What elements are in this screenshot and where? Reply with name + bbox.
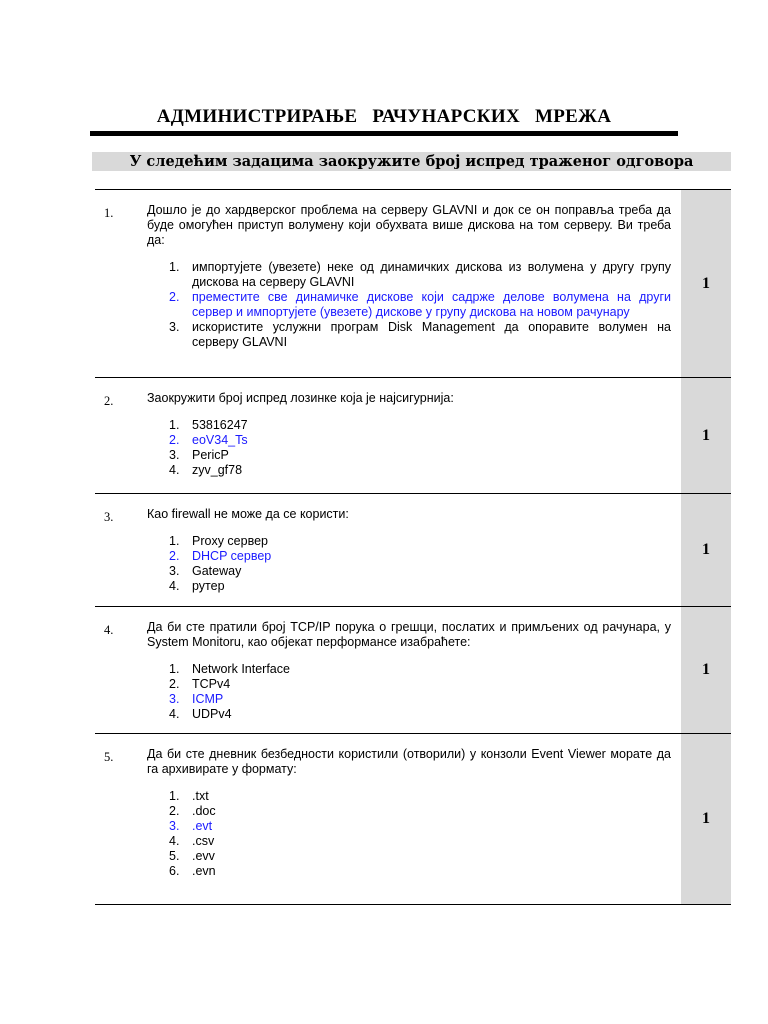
points-cell: 1 xyxy=(681,494,731,606)
points-cell: 1 xyxy=(681,607,731,733)
answer-option[interactable] xyxy=(147,418,671,433)
question-row xyxy=(95,189,731,377)
option-text: преместите све динамичке дискове који садрже делове волумена на други сервер и импортујете (увезете) дискове у групу дискова на новом рачунару xyxy=(192,290,671,319)
option-number: 2. xyxy=(169,433,180,447)
questions-table xyxy=(95,189,731,905)
option-number: 2. xyxy=(169,549,180,563)
instructions-banner: У следећим задацима заокружите број испред траженог одговора xyxy=(92,152,731,171)
option-text: DHCP сервер xyxy=(192,549,272,563)
question-text: Као firewall не може да се користи: xyxy=(147,507,349,521)
question-row xyxy=(95,493,731,606)
option-number: 2. xyxy=(169,677,180,691)
answer-option[interactable] xyxy=(147,834,671,849)
question-text: Дошло је до хардверског проблема на серверу GLAVNI и док се он поправља треба да буде омогућен приступ волумену који обухвата више дискова на том серверу. Ви треба да: xyxy=(147,203,671,247)
option-number: 3. xyxy=(169,692,180,706)
question-number: 5. xyxy=(104,750,114,764)
option-text: .doc xyxy=(192,804,216,818)
answer-option-correct[interactable] xyxy=(147,290,671,320)
answer-option[interactable] xyxy=(147,448,671,463)
option-number: 6. xyxy=(169,864,180,878)
option-text: .txt xyxy=(192,789,209,803)
option-text: TCPv4 xyxy=(192,677,231,691)
points-cell: 1 xyxy=(681,734,731,904)
question-number: 3. xyxy=(104,510,114,524)
option-text: Gateway xyxy=(192,564,242,578)
option-text: искористите услужни програм Disk Management да опоравите волумен на серверу GLAVNI xyxy=(192,320,671,349)
option-text: импортујете (увезете) неке од динамичких дискова из волумена у другу групу дискова на серверу GLAVNI xyxy=(192,260,671,289)
option-text: рутер xyxy=(192,579,225,593)
option-text: Proxy сервер xyxy=(192,534,268,548)
answer-option[interactable] xyxy=(147,789,671,804)
option-text: eoV34_Ts xyxy=(192,433,248,447)
answer-options xyxy=(147,418,671,478)
option-text: .evv xyxy=(192,849,215,863)
option-number: 2. xyxy=(169,804,180,818)
answer-option[interactable] xyxy=(147,463,671,478)
question-text: Да би сте пратили број TCP/IP порука о грешци, послатих и примљених од рачунара, у System Monitoru, као објекат перформансе изабраћете: xyxy=(147,620,671,649)
question-row xyxy=(95,606,731,733)
points-cell: 1 xyxy=(681,190,731,377)
answer-option[interactable] xyxy=(147,662,671,677)
option-number: 4. xyxy=(169,707,180,721)
answer-options xyxy=(147,662,671,722)
answer-options xyxy=(147,260,671,350)
question-row xyxy=(95,733,731,905)
question-number: 1. xyxy=(104,206,114,220)
title-underline xyxy=(90,131,678,136)
option-number: 5. xyxy=(169,849,180,863)
option-number: 1. xyxy=(169,789,180,803)
answer-option[interactable] xyxy=(147,260,671,290)
answer-option-correct[interactable] xyxy=(147,692,671,707)
option-number: 3. xyxy=(169,564,180,578)
option-number: 3. xyxy=(169,448,180,462)
option-text: .evn xyxy=(192,864,216,878)
answer-option[interactable] xyxy=(147,804,671,819)
option-number: 1. xyxy=(169,662,180,676)
option-number: 1. xyxy=(169,418,180,432)
answer-option[interactable] xyxy=(147,864,671,879)
answer-option-correct[interactable] xyxy=(147,819,671,834)
question-body xyxy=(147,747,671,879)
option-text: ICMP xyxy=(192,692,224,706)
question-row xyxy=(95,377,731,493)
answer-option[interactable] xyxy=(147,707,671,722)
option-text: .evt xyxy=(192,819,213,833)
answer-option[interactable] xyxy=(147,534,671,549)
option-number: 2. xyxy=(169,290,180,304)
option-text: .csv xyxy=(192,834,215,848)
answer-option[interactable] xyxy=(147,849,671,864)
answer-option-correct[interactable] xyxy=(147,433,671,448)
option-text: 53816247 xyxy=(192,418,248,432)
page-title: АДМИНИСТРИРАЊЕ РАЧУНАРСКИХ МРЕЖА xyxy=(156,106,612,127)
question-body xyxy=(147,391,671,478)
option-number: 1. xyxy=(169,534,180,548)
answer-options xyxy=(147,534,671,594)
question-body xyxy=(147,203,671,350)
question-text: Заокружити број испред лозинке која је најсигурнија: xyxy=(147,391,454,405)
option-number: 3. xyxy=(169,819,180,833)
option-text: zyv_gf78 xyxy=(192,463,243,477)
answer-option[interactable] xyxy=(147,564,671,579)
option-text: UDPv4 xyxy=(192,707,232,721)
option-number: 1. xyxy=(169,260,180,274)
question-body xyxy=(147,507,671,594)
answer-option-correct[interactable] xyxy=(147,549,671,564)
option-number: 4. xyxy=(169,463,180,477)
question-number: 4. xyxy=(104,623,114,637)
option-text: PericP xyxy=(192,448,229,462)
option-number: 3. xyxy=(169,320,180,334)
answer-option[interactable] xyxy=(147,579,671,594)
points-cell: 1 xyxy=(681,378,731,493)
answer-options xyxy=(147,789,671,879)
question-body xyxy=(147,620,671,722)
answer-option[interactable] xyxy=(147,320,671,350)
option-text: Network Interface xyxy=(192,662,290,676)
option-number: 4. xyxy=(169,579,180,593)
answer-option[interactable] xyxy=(147,677,671,692)
question-number: 2. xyxy=(104,394,114,408)
option-number: 4. xyxy=(169,834,180,848)
question-text: Да би сте дневник безбедности користили (отворили) у конзоли Event Viewer морате да га архивирате у формату: xyxy=(147,747,671,776)
